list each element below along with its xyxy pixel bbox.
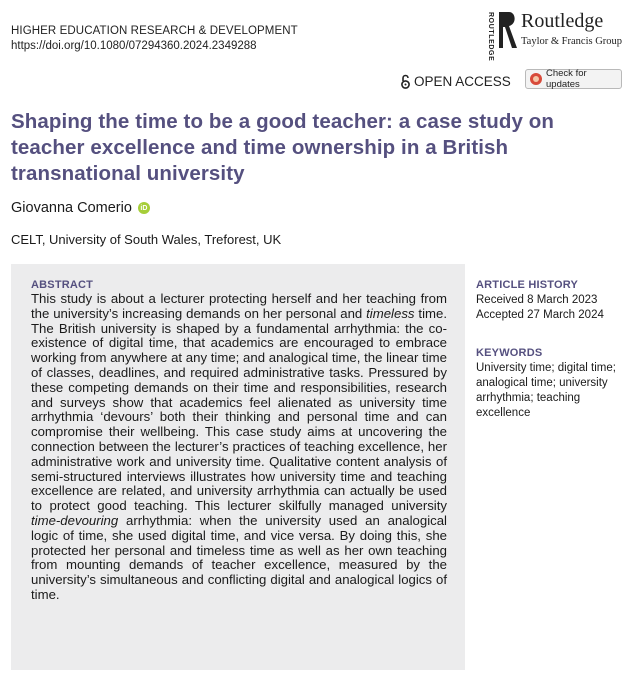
open-access-label	[400, 74, 511, 89]
crossmark-icon	[530, 73, 542, 85]
article-history-heading: ARTICLE HISTORY	[476, 279, 579, 291]
received-date: Received 8 March 2023	[476, 294, 598, 306]
publisher-logo	[483, 8, 628, 62]
abstract-text: This study is about a lecturer protecting herself and her teaching from the university’s increasing demands on her personal and timeless time. The British university is shaped by a fundamental arrhythmia: the co-existence of digital time, that academics are encouraged to embrace working from anywhere at any time; and analogical time, the linear time of classes, deadlines, and required administrative tasks. Pressured by these competing demands on their time and responsibilities, research and surveys show that academics feel alienated as university time arrhythmia ‘devours’ both their thinking and personal time and can compromise their wellbeing. This case study aims at uncovering the connection between the lecturer’s practices of teaching excellence, her administrative work and university time. Qualitative content analysis of semi-structured interviews illustrates how university time and teaching excellence are related, and university arrhythmia can actually be used to protect good teaching. This lecturer skilfully managed university time-devouring arrhythmia: when the university used an analogical logic of time, she used digital time, and vice versa. By doing this, she protected her personal and timeless time as well as her own teaching from mounting demands of teacher excellence, measured by the university’s simultaneous and conflicting digital and analogical logics of time.	[31, 291, 447, 602]
journal-header	[11, 24, 298, 54]
author-line	[11, 200, 150, 216]
doi-link[interactable]: https://doi.org/10.1080/07294360.2024.2349288	[11, 40, 257, 52]
keywords-heading: KEYWORDS	[476, 347, 543, 359]
accepted-date: Accepted 27 March 2024	[476, 309, 604, 321]
check-for-updates-label: Check for updates	[546, 68, 587, 90]
logo-side-text: ROUTLEDGE	[487, 12, 494, 62]
publisher-subbrand: Taylor & Francis Group	[521, 36, 623, 47]
abstract-box	[11, 264, 465, 670]
affiliation: CELT, University of South Wales, Treforest, UK	[11, 232, 282, 247]
article-title: Shaping the time to be a good teacher: a case study on teacher excellence and time ownership in a British transnational university	[11, 110, 555, 185]
article-info-column	[476, 279, 626, 421]
orcid-icon[interactable]: iD	[138, 202, 150, 214]
abstract-heading: ABSTRACT	[31, 279, 94, 291]
journal-name: HIGHER EDUCATION RESEARCH & DEVELOPMENT	[11, 25, 298, 37]
article-history	[476, 293, 626, 323]
open-lock-icon	[400, 74, 411, 89]
routledge-r-icon	[497, 10, 519, 50]
keywords-list: University time; digital time; analogical time; university arrhythmia; teaching excellence	[476, 362, 616, 419]
open-access-text: OPEN ACCESS	[414, 74, 511, 89]
author-name[interactable]: Giovanna Comerio	[11, 200, 132, 216]
check-for-updates-button[interactable]	[525, 69, 622, 89]
publisher-brand: Routledge	[521, 10, 604, 32]
